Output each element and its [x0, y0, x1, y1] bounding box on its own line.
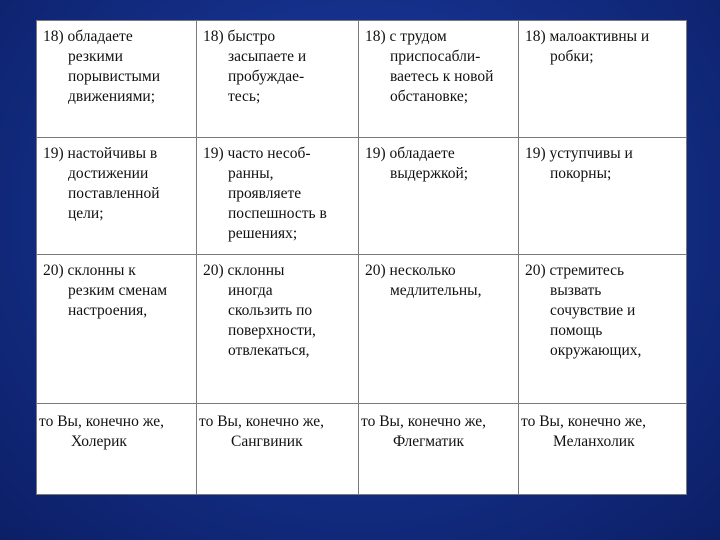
- temperament-type: Меланхолик: [553, 433, 635, 450]
- cell-text: 18) с трудом приспосабли- ваетесь к новой обстановке;: [365, 28, 494, 105]
- cell-20-sanguine: [197, 255, 359, 404]
- cell-text: 19) обладаете выдержкой;: [365, 145, 469, 182]
- cell-20-melancholic: [519, 255, 687, 404]
- cell-18-choleric: [37, 21, 197, 138]
- cell-20-choleric: [37, 255, 197, 404]
- cell-text: 20) склонны к резким сменам настроения,: [43, 262, 168, 319]
- cell-text: 20) несколько медлительны,: [365, 262, 482, 299]
- cell-text: 18) обладаете резкими порывистыми движениями;: [43, 28, 160, 105]
- summary-cell-phlegmatic: [359, 404, 519, 495]
- cell-19-choleric: [37, 138, 197, 255]
- cell-18-sanguine: [197, 21, 359, 138]
- cell-19-melancholic: [519, 138, 687, 255]
- cell-19-sanguine: [197, 138, 359, 255]
- temperament-table: [36, 20, 687, 495]
- summary-prefix: то Вы, конечно же,: [199, 413, 324, 430]
- cell-text: 19) уступчивы и покорны;: [525, 145, 633, 182]
- cell-18-melancholic: [519, 21, 687, 138]
- summary-cell-melancholic: [519, 404, 687, 495]
- cell-text: 20) склонны иногда скользить по поверхности, отвлекаться,: [203, 262, 316, 359]
- table-row-20: [37, 255, 687, 404]
- cell-text: 20) стремитесь вызвать сочувствие и помощь окружающих,: [525, 262, 642, 359]
- cell-text: 18) малоактивны и робки;: [525, 28, 650, 65]
- cell-19-phlegmatic: [359, 138, 519, 255]
- cell-text: 18) быстро засыпаете и пробуждае- тесь;: [203, 28, 307, 105]
- summary-cell-sanguine: [197, 404, 359, 495]
- summary-prefix: то Вы, конечно же,: [361, 413, 486, 430]
- cell-text: 19) часто несоб- ранны, проявляете поспешность в решениях;: [203, 145, 327, 242]
- summary-prefix: то Вы, конечно же,: [39, 413, 164, 430]
- table-row-18: [37, 21, 687, 138]
- summary-cell-choleric: [37, 404, 197, 495]
- cell-text: 19) настойчивы в достижении поставленной цели;: [43, 145, 160, 222]
- summary-prefix: то Вы, конечно же,: [521, 413, 646, 430]
- temperament-type: Холерик: [71, 433, 127, 450]
- cell-20-phlegmatic: [359, 255, 519, 404]
- temperament-type: Флегматик: [393, 433, 465, 450]
- temperament-type: Сангвиник: [231, 433, 303, 450]
- summary-row: [37, 404, 687, 495]
- cell-18-phlegmatic: [359, 21, 519, 138]
- table-row-19: [37, 138, 687, 255]
